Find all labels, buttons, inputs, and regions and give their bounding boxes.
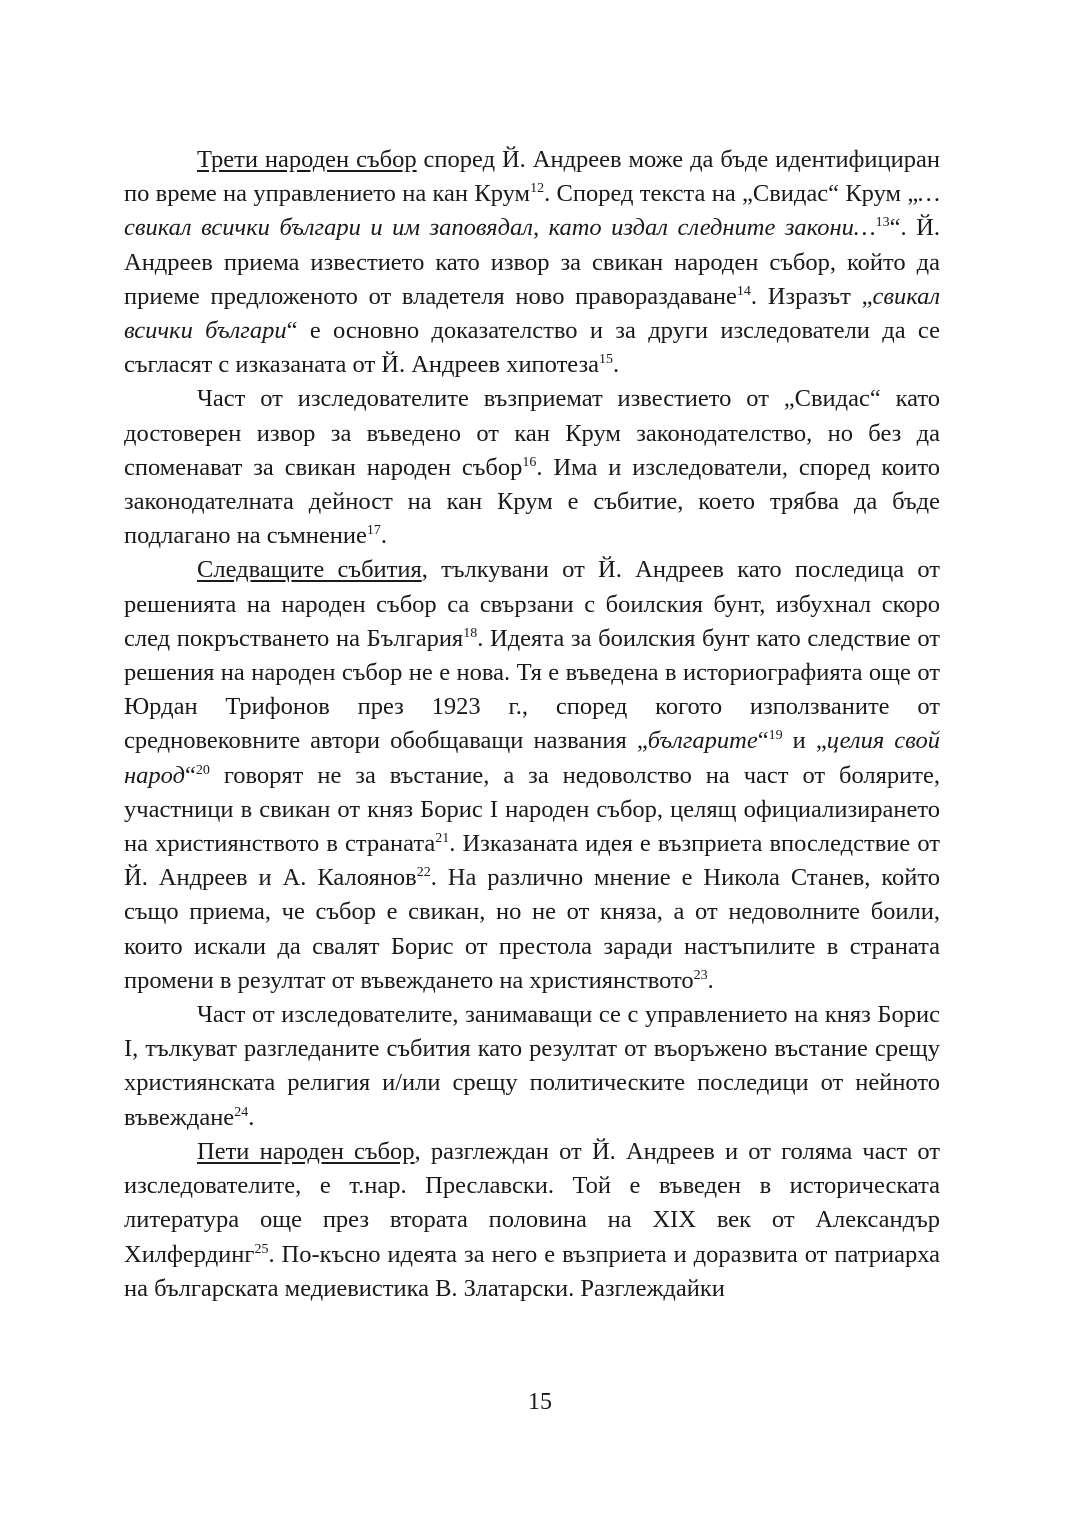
text-run: Част от изследователите възприемат известието от „Свидас“ като достоверен извор за въведено от кан Крум законодателство, но без да споменават за свикан народен събор	[124, 385, 940, 481]
text-run: . На различно мнение е Никола Станев, който също приема, че събор е свикан, но не от княза, а от недоволните боили, които искали да свалят Борис от престола заради настъпилите в страната промени в резултат от въвеждането на християнството	[124, 864, 940, 994]
text-run: . Според текста на „Свидас“ Крум „	[544, 180, 919, 208]
text-run: .	[248, 1103, 255, 1131]
page-number: 15	[528, 1389, 552, 1415]
footnote-ref: 16	[522, 454, 537, 470]
section-heading-underlined: Трети народен събор	[197, 146, 417, 173]
section-heading-underlined: Следващите събития	[197, 556, 422, 584]
footnote-ref: 17	[366, 523, 381, 539]
footnote-ref: 25	[254, 1241, 269, 1257]
text-run: .	[380, 522, 387, 550]
text-run: . Изказаната идея е възприета впоследствие от Й. Андреев и А. Калоянов	[124, 830, 940, 892]
text-run: “	[757, 727, 769, 755]
quotation-italic: българите	[647, 727, 758, 755]
text-run: “	[184, 761, 196, 789]
text-run: , тълкувани от Й. Андреев като последица от решенията на народен събор са свързани с боилския бунт, избухнал скоро след покръстването на България	[124, 556, 941, 652]
text-run: говорят не за въстание, а за недоволство на част от болярите, участници в свикан от княз Борис I народен събор, целящ официализирането на християнството в страната	[124, 761, 940, 858]
paragraph-svidas-reception	[124, 382, 940, 553]
text-run: Част от изследователите, занимаващи се с управлението на княз Борис I, тълкуват разгледаните събития като резултат от въоръжено въстание срещу християнската религия и/или срещу политическите последици от нейното въвеждане	[124, 1001, 940, 1131]
text-run: според Й. Андреев може да бъде идентифициран по време на управлението на кан Крум	[124, 146, 941, 208]
text-run: . Изразът „	[750, 282, 873, 310]
footnote-ref: 22	[416, 865, 431, 881]
document-page	[124, 143, 940, 1306]
paragraph-third-council	[124, 143, 940, 382]
footnote-ref: 24	[234, 1104, 249, 1120]
footnote-ref: 23	[693, 967, 708, 983]
body-text	[124, 143, 940, 1306]
footnote-ref: 20	[195, 762, 210, 778]
footnote-ref: 19	[768, 728, 783, 744]
quotation-italic: …свикал всички българи и им заповядал, като издал следните закони…	[124, 180, 940, 242]
footnote-ref: 14	[736, 283, 751, 299]
text-run: . Има и изследователи, според които законодателната дейност на кан Крум е събитие, което трябва да бъде подлагано на съмнение	[124, 453, 940, 550]
paragraph-fifth-council	[124, 1135, 940, 1306]
text-run: .	[707, 966, 714, 994]
paragraph-armed-uprising	[124, 998, 940, 1135]
text-run: “. Й. Андреев приема известието като извор за свикан народен събор, който да приеме предложеното от владетеля ново правораздаване	[124, 214, 940, 310]
text-run: и „	[782, 727, 827, 755]
section-heading-underlined: Пети народен събор	[197, 1137, 415, 1165]
text-run: . По-късно идеята за него е възприета и доразвита от патриарха на българската медиевистика В. Златарски. Разглеждайки	[124, 1240, 940, 1302]
footnote-ref: 18	[463, 625, 478, 641]
footnote-ref: 15	[599, 352, 614, 368]
text-run: “ е основно доказателство и за други изследователи да се съгласят с изказаната от Й. Андреев хипотеза	[124, 317, 940, 379]
quotation-italic: целия свой народ	[124, 727, 940, 789]
paragraph-following-events	[124, 553, 940, 998]
text-run: .	[613, 351, 620, 379]
footnote-ref: 12	[530, 181, 545, 197]
text-run: , разглеждан от Й. Андреев и от голяма част от изследователите, е т.нар. Преславски. Той е въведен в историческата литература още през втората половина на XIX век от Александър Хилфердинг	[124, 1137, 940, 1268]
quotation-italic: свикал всички българи	[124, 282, 940, 345]
footnote-ref: 13	[875, 215, 890, 231]
footnote-ref: 21	[435, 830, 450, 846]
text-run: . Идеята за боилския бунт като следствие от решения на народен събор не е нова. Тя е въведена в историографията още от Юрдан Трифонов през 1923 г., според когото използваните от средновековните автори обобщаващи названия „	[124, 624, 940, 755]
